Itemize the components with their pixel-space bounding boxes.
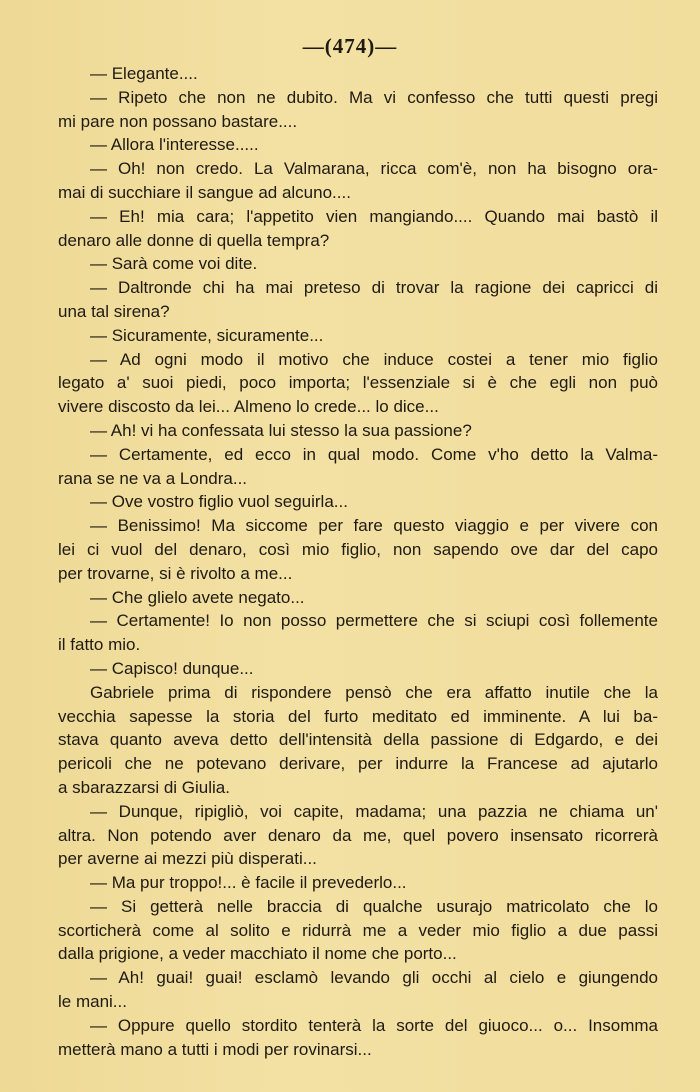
text-line: legato a' suoi piedi, poco importa; l'essenziale si è che egli non può [58,373,658,393]
text-line: a sbarazzarsi di Giulia. [58,777,230,797]
text-line: una tal sirena? [58,301,170,321]
text-line: per trovarne, si è rivolto a me... [58,563,293,583]
text-line: — Allora l'interesse..... [90,135,259,155]
text-line: — Ah! vi ha confessata lui stesso la sua passione? [90,420,472,440]
text-line: Gabriele prima di rispondere pensò che era affatto inutile che la [90,682,658,702]
text-line: lei ci vuol del denaro, così mio figlio, non sapendo ove dar del capo [58,539,658,559]
text-line: le mani... [58,992,127,1012]
text-line: stava quanto aveva detto dell'intensità della passione di Edgardo, e dei [58,730,658,750]
text-line: vecchia sapesse la storia del furto meditato ed imminente. A lui ba- [58,706,658,726]
text-line: — Daltronde chi ha mai preteso di trovar la ragione dei capricci di [90,278,658,298]
page-text [58,62,658,1061]
text-line: vivere discosto da lei... Almeno lo crede... lo dice... [58,397,439,417]
text-line: — Ma pur troppo!... è facile il prevederlo... [90,873,407,893]
text-line: rana se ne va a Londra... [58,468,248,488]
text-line: scorticherà come al solito e ridurrà me a veder mio figlio a due passi [58,920,658,940]
page-number: —(474)— [302,34,398,58]
text-line: dalla prigione, a veder macchiato il nome che porto... [58,944,457,964]
text-line: denaro alle donne di quella tempra? [58,230,330,250]
text-line: il fatto mio. [58,635,141,655]
text-line: metterà mano a tutti i modi per rovinarsi... [58,1039,372,1059]
text-line: mai di succhiare il sangue ad alcuno.... [58,182,351,202]
text-line: — Certamente! Io non posso permettere che si sciupi così follemente [90,611,658,631]
text-line: — Elegante.... [90,64,198,83]
text-line: — Oppure quello stordito tenterà la sorte del giuoco... o... Insomma [90,1015,658,1035]
text-line: — Ah! guai! guai! esclamò levando gli occhi al cielo e giungendo [90,968,658,988]
text-line: — Ove vostro figlio vuol seguirla... [90,492,348,512]
text-line: — Eh! mia cara; l'appetito vien mangiando.... Quando mai bastò il [90,206,658,226]
text-line: mi pare non possano bastare.... [58,111,298,131]
text-line: — Oh! non credo. La Valmarana, ricca com'è, non ha bisogno ora- [90,159,658,179]
text-line: — Certamente, ed ecco in qual modo. Come v'ho detto la Valma- [90,444,658,464]
text-line: — Ad ogni modo il motivo che induce costei a tener mio figlio [90,349,658,369]
text-line: — Dunque, ripigliò, voi capite, madama; una pazzia ne chiama un' [90,801,658,821]
text-line: — Capisco! dunque... [90,658,254,678]
text-line: altra. Non potendo aver denaro da me, quel povero insensato ricorrerà [58,825,658,845]
text-line: — Benissimo! Ma siccome per fare questo viaggio e per vivere con [90,516,658,536]
text-line: — Si getterà nelle braccia di qualche usurajo matricolato che lo [90,896,658,916]
text-line: per averne ai mezzi più disperati... [58,849,317,869]
text-line: — Sicuramente, sicuramente... [90,325,324,345]
text-line: — Ripeto che non ne dubito. Ma vi confesso che tutti questi pregi [90,87,658,107]
text-line: pericoli che ne potevano derivare, per indurre la Francese ad ajutarlo [58,754,658,774]
text-line: — Sarà come voi dite. [90,254,258,274]
text-line: — Che glielo avete negato... [90,587,305,607]
